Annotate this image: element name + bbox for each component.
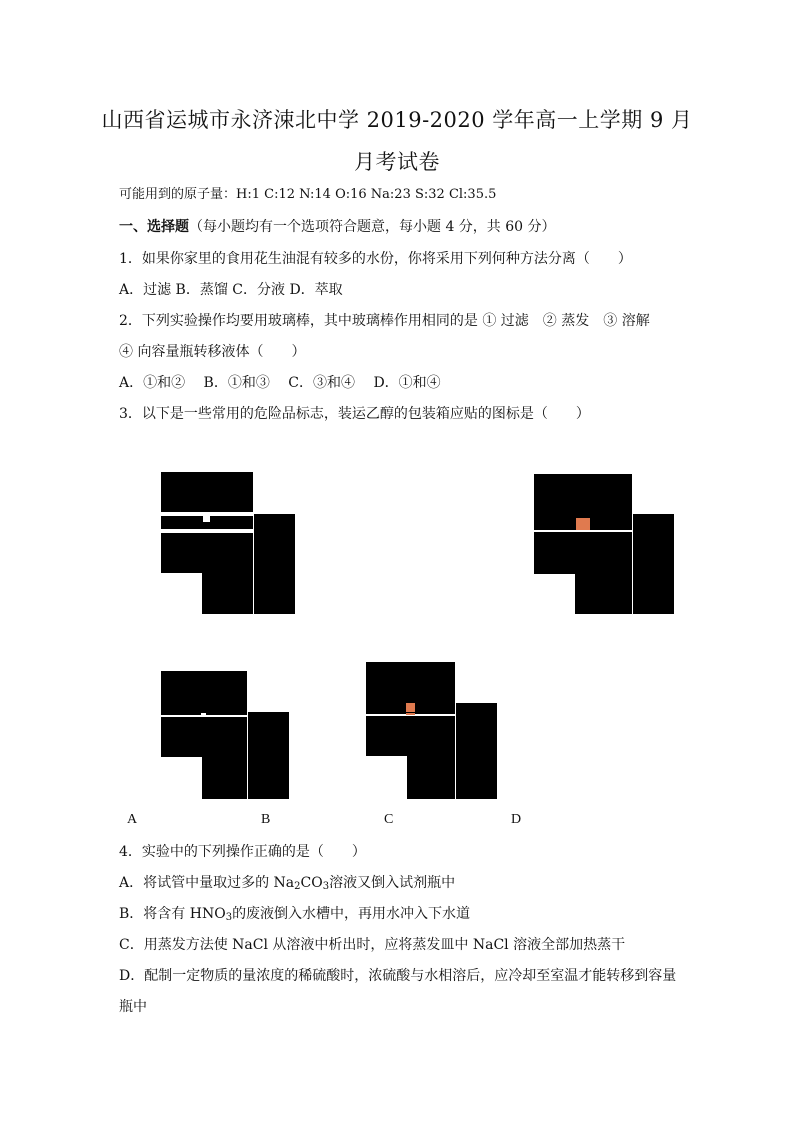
question-4-option-c: C．用蒸发方法使 NaCl 从溶液中析出时，应将蒸发皿中 NaCl 溶液全部加热蒸干 xyxy=(119,937,626,953)
figure-block xyxy=(407,756,455,799)
figure-block xyxy=(254,514,295,614)
option-a-text-3: 溶液又倒入试剂瓶中 xyxy=(329,875,456,891)
option-a-subscript-2: 3 xyxy=(322,881,330,892)
option-b-text-2: 的废液倒入水槽中，再用水冲入下水道 xyxy=(232,906,471,922)
figure-block xyxy=(202,757,247,799)
exam-title-line-2: 月考试卷 xyxy=(354,150,440,174)
question-4-option-b xyxy=(119,905,470,927)
figure-block xyxy=(575,574,632,614)
figure-block xyxy=(161,671,247,715)
question-1-stem: 1．如果你家里的食用花生油混有较多的水份，你将采用下列何种方法分离（ ） xyxy=(119,251,632,267)
flame-mark xyxy=(406,713,415,715)
section-note: （每小题均有一个选项符合题意，每小题 4 分，共 60 分） xyxy=(189,219,556,235)
option-b-text-1: B．将含有 HNO xyxy=(119,906,226,922)
figure-block xyxy=(366,716,455,756)
option-a-text-2: CO xyxy=(300,875,323,891)
question-4-stem: 4．实验中的下列操作正确的是（ ） xyxy=(119,844,366,860)
figure-block xyxy=(161,472,253,512)
option-b-subscript: 3 xyxy=(225,912,233,923)
figure-block xyxy=(202,573,253,614)
question-2-options: A．①和② B．①和③ C．③和④ D．①和④ xyxy=(119,375,441,391)
figure-label-d: D xyxy=(511,812,522,827)
question-1-options: A．过滤 B．蒸馏 C．分液 D．萃取 xyxy=(119,282,343,298)
figure-label-b: B xyxy=(261,812,271,827)
figure-block xyxy=(633,514,674,614)
figure-block xyxy=(161,717,247,757)
figure-highlight xyxy=(203,513,210,522)
option-a-text-1: A．将试管中量取过多的 Na xyxy=(119,875,295,891)
atomic-masses: 可能用到的原子量：H:1 C:12 N:14 O:16 Na:23 S:32 Cl:35.5 xyxy=(119,187,497,202)
question-4-option-a xyxy=(119,874,455,896)
question-2-stem-line-2: ④ 向容量瓶转移液体（ ） xyxy=(119,344,306,360)
figure-block xyxy=(248,712,289,799)
section-heading xyxy=(119,218,556,236)
exam-title-line-1: 山西省运城市永济涑北中学 2019-2020 学年高一上学期 9 月 xyxy=(101,108,693,132)
option-a-subscript-1: 2 xyxy=(294,881,301,892)
section-title: 一、选择题 xyxy=(119,219,189,235)
figure-block xyxy=(534,532,632,574)
flame-mark xyxy=(576,518,590,530)
figure-block xyxy=(456,703,497,799)
question-4-option-d-line-1: D．配制一定物质的量浓度的稀硫酸时，浓硫酸与水相溶后，应冷却至室温才能转移到容量 xyxy=(119,968,677,984)
question-4-option-d-line-2: 瓶中 xyxy=(119,999,147,1015)
flame-mark xyxy=(406,703,415,712)
question-2-stem-line-1: 2．下列实验操作均要用玻璃棒，其中玻璃棒作用相同的是 ① 过滤 ② 蒸发 ③ 溶解 xyxy=(119,313,650,329)
figure-label-c: C xyxy=(384,812,394,827)
figure-block xyxy=(161,533,253,573)
figure-highlight xyxy=(201,713,206,716)
figure-label-a: A xyxy=(127,812,138,827)
question-3-stem: 3．以下是一些常用的危险品标志，装运乙醇的包装箱应贴的图标是（ ） xyxy=(119,406,590,422)
